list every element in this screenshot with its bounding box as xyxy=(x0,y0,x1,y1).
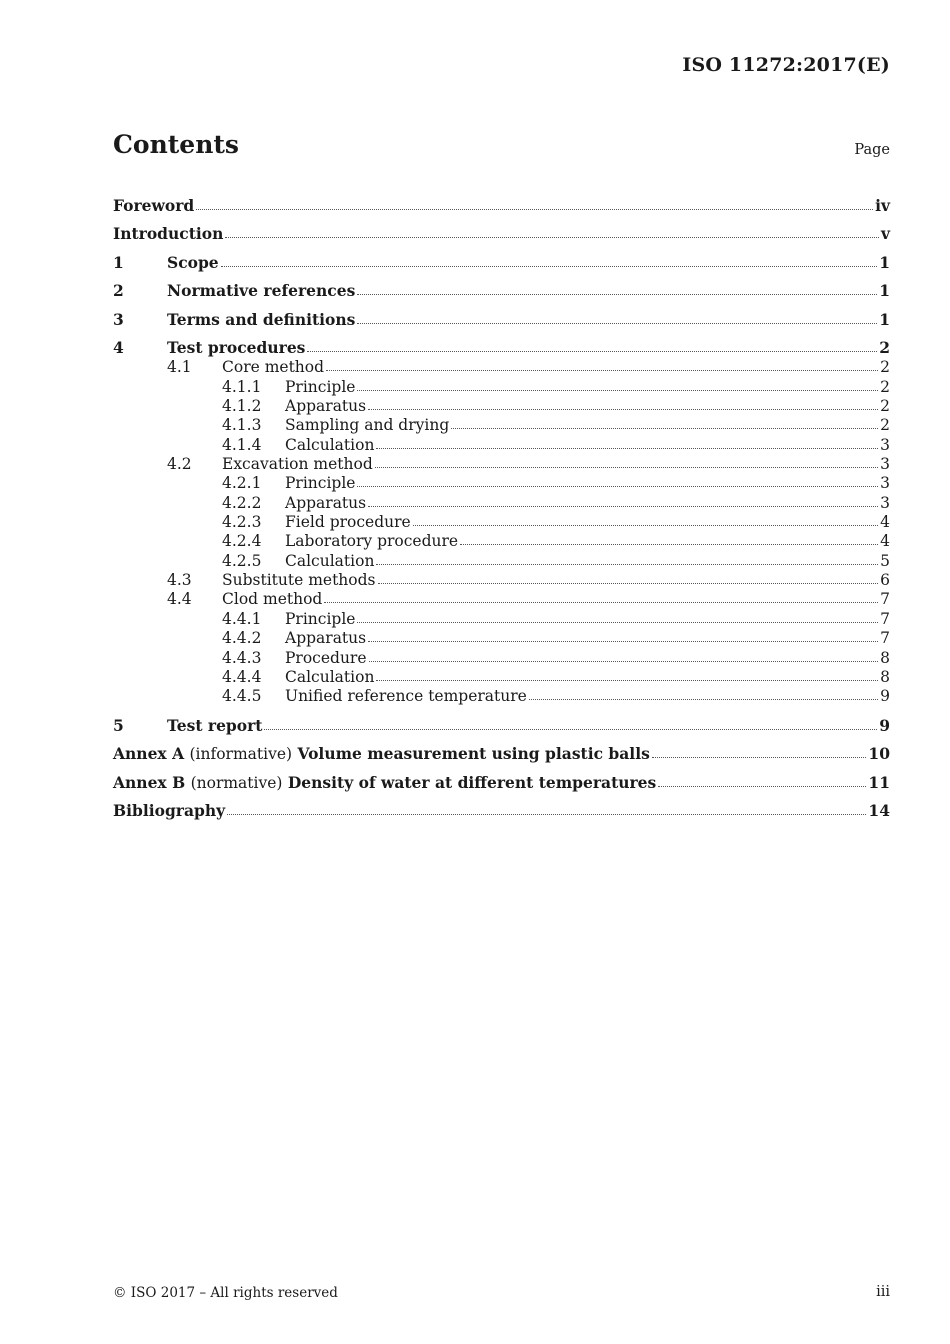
toc-entry-excavation-principle[interactable] xyxy=(113,473,890,492)
dot-leader xyxy=(221,266,878,267)
toc-entry-clod-principle[interactable] xyxy=(113,608,890,627)
toc-page: 3 xyxy=(880,455,890,474)
annex-title: Density of water at different temperatures xyxy=(287,772,657,792)
dot-leader xyxy=(652,757,867,758)
toc-title: Calculation xyxy=(285,551,375,570)
toc-page: 7 xyxy=(880,590,890,609)
toc-title: Field procedure xyxy=(285,513,411,532)
toc-entry-sampling-and-drying[interactable] xyxy=(113,415,890,434)
dot-leader xyxy=(378,583,879,584)
toc-number: 4.1 xyxy=(167,358,192,377)
document-id: ISO 11272:2017(E) xyxy=(682,54,890,76)
toc-page: 8 xyxy=(880,648,890,667)
toc-entry-test-procedures[interactable] xyxy=(113,329,890,358)
dot-leader xyxy=(357,323,877,324)
toc-title: Bibliography xyxy=(113,801,226,821)
toc-title: Sampling and drying xyxy=(285,416,450,435)
toc-number: 3 xyxy=(113,309,124,329)
toc-title: Foreword xyxy=(113,195,195,215)
toc-page: 1 xyxy=(879,252,890,272)
toc-entry-laboratory-procedure[interactable] xyxy=(113,531,890,550)
toc-entry-normative-references[interactable] xyxy=(113,272,890,301)
toc-page: 2 xyxy=(879,338,890,357)
dot-leader xyxy=(227,814,866,815)
page-column-label: Page xyxy=(854,142,890,158)
annex-type: (normative) xyxy=(190,773,283,792)
page-number: iii xyxy=(876,1284,890,1300)
toc-title: Apparatus xyxy=(285,493,367,512)
toc-entry-field-procedure[interactable] xyxy=(113,512,890,531)
toc-number: 4.2.1 xyxy=(222,474,262,493)
toc-title xyxy=(113,744,650,763)
toc-title: Clod method xyxy=(222,590,323,609)
toc-number: 4.2.4 xyxy=(222,532,262,551)
toc-page: 6 xyxy=(880,571,890,590)
toc-title: Principle xyxy=(285,474,356,493)
dot-leader xyxy=(375,467,878,468)
toc-number: 4.2.5 xyxy=(222,551,262,570)
toc-title: Apparatus xyxy=(285,629,367,648)
dot-leader xyxy=(529,699,878,700)
dot-leader xyxy=(225,237,879,238)
dot-leader xyxy=(307,351,877,352)
dot-leader xyxy=(264,729,877,730)
toc-page: 7 xyxy=(880,609,890,628)
toc-entry-clod-calculation[interactable] xyxy=(113,667,890,686)
toc-number: 4.2.3 xyxy=(222,513,262,532)
toc-number: 1 xyxy=(113,252,124,272)
dot-leader xyxy=(368,506,878,507)
copyright-notice: © ISO 2017 – All rights reserved xyxy=(113,1285,338,1301)
dot-leader xyxy=(376,448,878,449)
toc-title: Excavation method xyxy=(222,455,373,474)
toc-number: 4.4.4 xyxy=(222,667,262,686)
toc-number: 4.2.2 xyxy=(222,493,262,512)
toc-page: 3 xyxy=(880,435,890,454)
dot-leader xyxy=(369,661,879,662)
toc-number: 4.3 xyxy=(167,571,192,590)
toc-number: 4 xyxy=(113,338,124,357)
toc-page: 1 xyxy=(879,309,890,329)
toc-title: Unified reference temperature xyxy=(285,687,527,706)
toc-entry-excavation-calculation[interactable] xyxy=(113,550,890,569)
toc-entry-clod-apparatus[interactable] xyxy=(113,628,890,647)
toc-number: 4.4.5 xyxy=(222,687,262,706)
annex-type: (informative) xyxy=(189,745,293,764)
toc-title: Calculation xyxy=(285,435,375,454)
toc-number: 4.1.2 xyxy=(222,397,262,416)
toc-page: 5 xyxy=(880,551,890,570)
toc-entry-test-report[interactable] xyxy=(113,706,890,735)
toc-page: 4 xyxy=(880,532,890,551)
toc-page: v xyxy=(880,224,890,243)
toc-entry-foreword[interactable] xyxy=(113,186,890,215)
toc-entry-core-calculation[interactable] xyxy=(113,434,890,453)
dot-leader xyxy=(368,409,878,410)
toc-title: Terms and definitions xyxy=(167,309,356,329)
dot-leader xyxy=(460,544,878,545)
toc-entry-annex-b[interactable] xyxy=(113,763,890,792)
toc-title: Scope xyxy=(167,252,219,272)
dot-leader xyxy=(357,294,877,295)
toc-title: Core method xyxy=(222,358,325,377)
toc-number: 4.4.3 xyxy=(222,648,262,667)
dot-leader xyxy=(357,486,878,487)
toc-title: Test procedures xyxy=(167,338,306,357)
toc-entry-substitute-methods[interactable] xyxy=(113,570,890,589)
toc-page: 2 xyxy=(880,416,890,435)
toc-page: 10 xyxy=(868,744,890,764)
toc-entry-terms-and-definitions[interactable] xyxy=(113,300,890,329)
dot-leader xyxy=(368,641,878,642)
dot-leader xyxy=(658,786,866,787)
dot-leader xyxy=(326,370,878,371)
toc-number: 5 xyxy=(113,715,124,735)
toc-page: 3 xyxy=(880,493,890,512)
toc-entry-core-method[interactable] xyxy=(113,357,890,376)
annex-title: Volume measurement using plastic balls xyxy=(297,744,650,764)
dot-leader xyxy=(376,564,878,565)
toc-entry-unified-reference-temperature[interactable] xyxy=(113,686,890,705)
toc-title: Substitute methods xyxy=(222,571,376,590)
toc-number: 4.4.1 xyxy=(222,609,262,628)
dot-leader xyxy=(413,525,878,526)
toc-number: 4.4.2 xyxy=(222,629,262,648)
toc-title: Apparatus xyxy=(285,397,367,416)
annex-label: Annex A xyxy=(113,744,185,764)
toc-title xyxy=(113,773,656,792)
page-title: Contents xyxy=(113,130,240,159)
toc-entry-annex-a[interactable] xyxy=(113,735,890,764)
toc-title: Principle xyxy=(285,609,356,628)
toc-page: 7 xyxy=(880,629,890,648)
toc-number: 2 xyxy=(113,281,124,300)
toc-entry-core-principle[interactable] xyxy=(113,376,890,395)
dot-leader xyxy=(357,390,878,391)
toc-title: Laboratory procedure xyxy=(285,532,459,551)
toc-number: 4.1.4 xyxy=(222,435,262,454)
dot-leader xyxy=(451,428,878,429)
toc-entry-core-apparatus[interactable] xyxy=(113,396,890,415)
dot-leader xyxy=(357,622,878,623)
toc-title: Procedure xyxy=(285,648,367,667)
toc-entry-introduction[interactable] xyxy=(113,215,890,244)
toc-page: 14 xyxy=(868,801,890,821)
toc-page: 9 xyxy=(879,715,890,735)
toc-page: 2 xyxy=(880,397,890,416)
dot-leader xyxy=(196,209,873,210)
annex-label: Annex B xyxy=(113,772,186,792)
toc-page: 2 xyxy=(880,358,890,377)
toc-entry-bibliography[interactable] xyxy=(113,792,890,821)
toc-page: 3 xyxy=(880,474,890,493)
toc-entry-excavation-apparatus[interactable] xyxy=(113,492,890,511)
toc-title: Principle xyxy=(285,377,356,396)
table-of-contents xyxy=(113,186,890,820)
toc-entry-scope[interactable] xyxy=(113,243,890,272)
toc-number: 4.2 xyxy=(167,455,192,474)
toc-number: 4.4 xyxy=(167,590,192,609)
dot-leader xyxy=(376,680,878,681)
dot-leader xyxy=(324,602,878,603)
toc-page: 11 xyxy=(868,772,890,792)
toc-page: 8 xyxy=(880,667,890,686)
toc-page: 4 xyxy=(880,513,890,532)
toc-title: Introduction xyxy=(113,224,224,243)
toc-page: 9 xyxy=(880,687,890,706)
toc-entry-clod-procedure[interactable] xyxy=(113,647,890,666)
toc-title: Normative references xyxy=(167,281,356,300)
toc-entry-clod-method[interactable] xyxy=(113,589,890,608)
toc-page: 2 xyxy=(880,377,890,396)
toc-title: Calculation xyxy=(285,667,375,686)
toc-title: Test report xyxy=(167,715,263,735)
toc-number: 4.1.1 xyxy=(222,377,262,396)
toc-page: iv xyxy=(875,195,890,215)
toc-number: 4.1.3 xyxy=(222,416,262,435)
toc-page: 1 xyxy=(879,281,890,300)
toc-entry-excavation-method[interactable] xyxy=(113,454,890,473)
